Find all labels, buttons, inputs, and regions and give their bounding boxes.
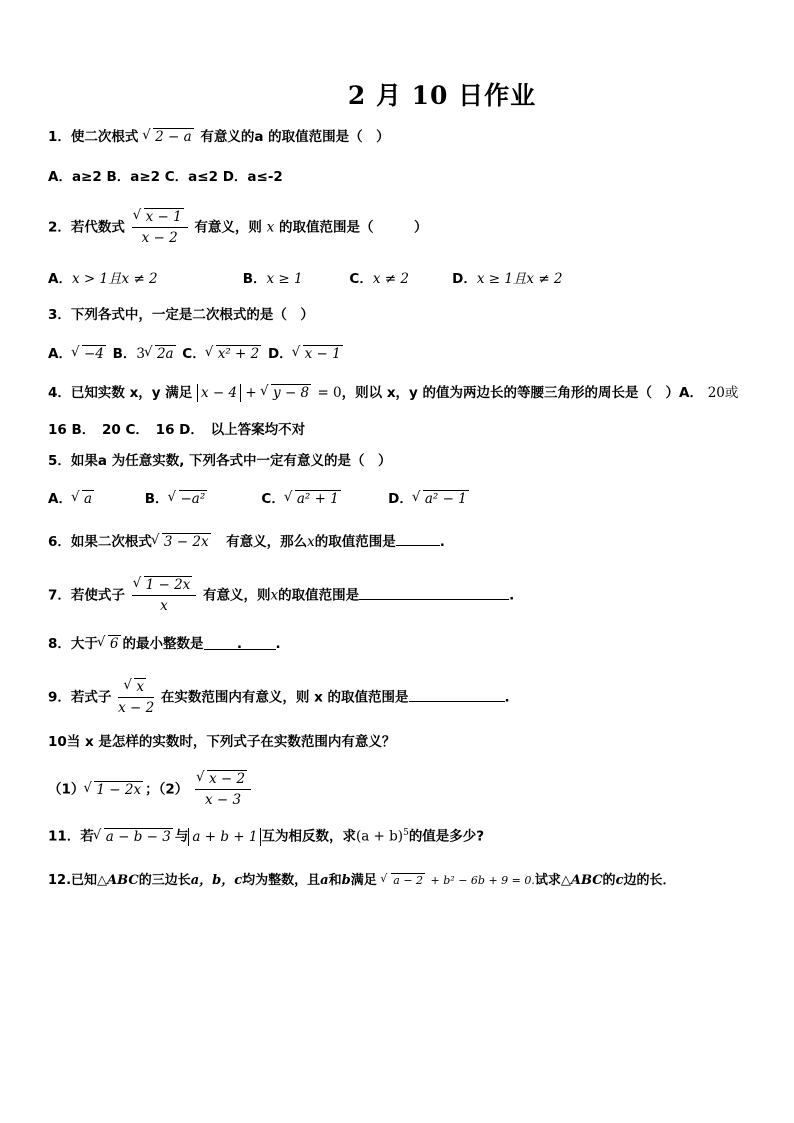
q12-radical: √ a − 2 — [381, 872, 425, 890]
q2-var: x — [266, 219, 275, 236]
question-2 — [48, 208, 427, 247]
q11-radical: √ a − b − 3 — [94, 828, 173, 846]
q3-option-a: √ −4 — [72, 345, 106, 363]
q5-option-c: √ a² + 1 — [285, 490, 341, 508]
q4-radical: √ y − 8 — [261, 384, 311, 402]
q1-prefix: 1．使二次根式 — [48, 129, 139, 145]
q10-radical: √ 1 − 2x — [84, 781, 143, 799]
q7-answer-blank[interactable] — [359, 585, 509, 600]
question-12: 12.已知△ABC的三边长a，b，c均为整数，且a和b满足 √ a − 2 + b² − 6b + 9 = 0.试求△ABC的c边的长． — [48, 872, 676, 890]
question-5: 5．如果a 为任意实数, 下列各式中一定有意义的是（ ） — [48, 453, 392, 469]
q1-radical: √ 2 − a — [143, 128, 194, 146]
page-title: 2 月 10 日作业 — [347, 81, 537, 110]
q2-prefix: 2．若代数式 — [48, 219, 125, 236]
question-6: 6．如果二次根式√ 3 − 2x 有意义，那么x的取值范围是 . — [48, 531, 445, 551]
question-8: 8．大于√ 6 的最小整数是 . . — [48, 635, 281, 653]
q3-option-b: √ 2a — [145, 345, 176, 363]
q5-option-b: √ −a² — [169, 490, 208, 508]
question-3: 3．下列各式中，一定是二次根式的是（ ） — [48, 307, 314, 323]
q3-option-c: √ x² + 2 — [206, 345, 262, 363]
q8-radical: √ 6 — [98, 635, 121, 653]
q2-option-a: x > 1且x ≠ 2 — [71, 271, 158, 287]
q2-options: A．x > 1且x ≠ 2 B．x ≥ 1 C．x ≠ 2 D．x ≥ 1且x ≠ 2 — [48, 271, 563, 287]
q2-numerator: x − 1 — [145, 209, 182, 225]
q2-option-b: x ≥ 1 — [266, 271, 303, 287]
q3-option-d: √ x − 1 — [293, 345, 343, 363]
q2-suffix2: 的取值范围是（ ） — [278, 219, 428, 236]
q10-parts: （1）√ 1 − 2x ；（2） √ $\frac{x - 2}{x - 3}$ — [48, 770, 253, 809]
q2-fraction — [132, 208, 188, 247]
q3-options: A．√ −4 B．3√ 2a C．√ x² + 2 D．√ x − 1 — [48, 345, 345, 363]
q5-option-d: √ a² − 1 — [413, 490, 469, 508]
q10-fraction: √ $\frac{x - 2}{x - 3}$ — [195, 770, 251, 809]
q5-options: A．√ a B．√ −a² C．√ a² + 1 D．√ a² − 1 — [48, 490, 471, 508]
question-1 — [48, 128, 390, 146]
q6-answer-blank[interactable] — [396, 531, 440, 546]
question-7: 7．若使式子 √ $\frac{1 - 2x}{x}$ 有意义，则x的取值范围是 . — [48, 576, 514, 615]
q2-option-c: x ≠ 2 — [372, 271, 409, 287]
q8-answer-blank[interactable]: . — [204, 635, 276, 650]
q1-suffix: 有意义的a 的取值范围是（ ） — [200, 129, 390, 145]
q5-option-a: √ a — [72, 490, 94, 508]
q1-options: A．a≥2 B．a≥2 C．a≤2 D．a≤-2 — [48, 169, 283, 185]
q4-options-line2: 16 B． 20 C． 16 D． 以上答案均不对 — [48, 422, 306, 438]
q9-answer-blank[interactable] — [409, 687, 505, 702]
q2-option-d: x ≥ 1且x ≠ 2 — [476, 271, 563, 287]
q2-denominator: x − 2 — [141, 230, 178, 246]
q6-radical: √ 3 − 2x — [152, 533, 211, 551]
question-4: 4．已知实数 x，y 满足 x − 4 + √ y − 8 = 0，则以 x，y 的值为两边长的等腰三角形的周长是（ ）A． 20或 — [48, 384, 738, 402]
q2-suffix: 有意义，则 — [194, 219, 262, 236]
question-10: 10当 x 是怎样的实数时，下列式子在实数范围内有意义？ — [48, 734, 396, 750]
question-11: 11．若√ a − b − 3 与 a + b + 1 互为相反数，求$(a + b)^5$的值是多少? — [48, 824, 484, 846]
q7-fraction: √ $\frac{1 - 2x}{x}$ — [132, 576, 197, 615]
q11-absolute: a + b + 1 — [188, 828, 261, 846]
question-9: 9．若式子 √ $\frac{x}{x - 2}$ 在实数范围内有意义，则 x 的取值范围是 . — [48, 678, 510, 717]
q9-fraction: √ $\frac{x}{x - 2}$ — [118, 678, 154, 717]
q4-absolute: x − 4 — [197, 384, 241, 402]
